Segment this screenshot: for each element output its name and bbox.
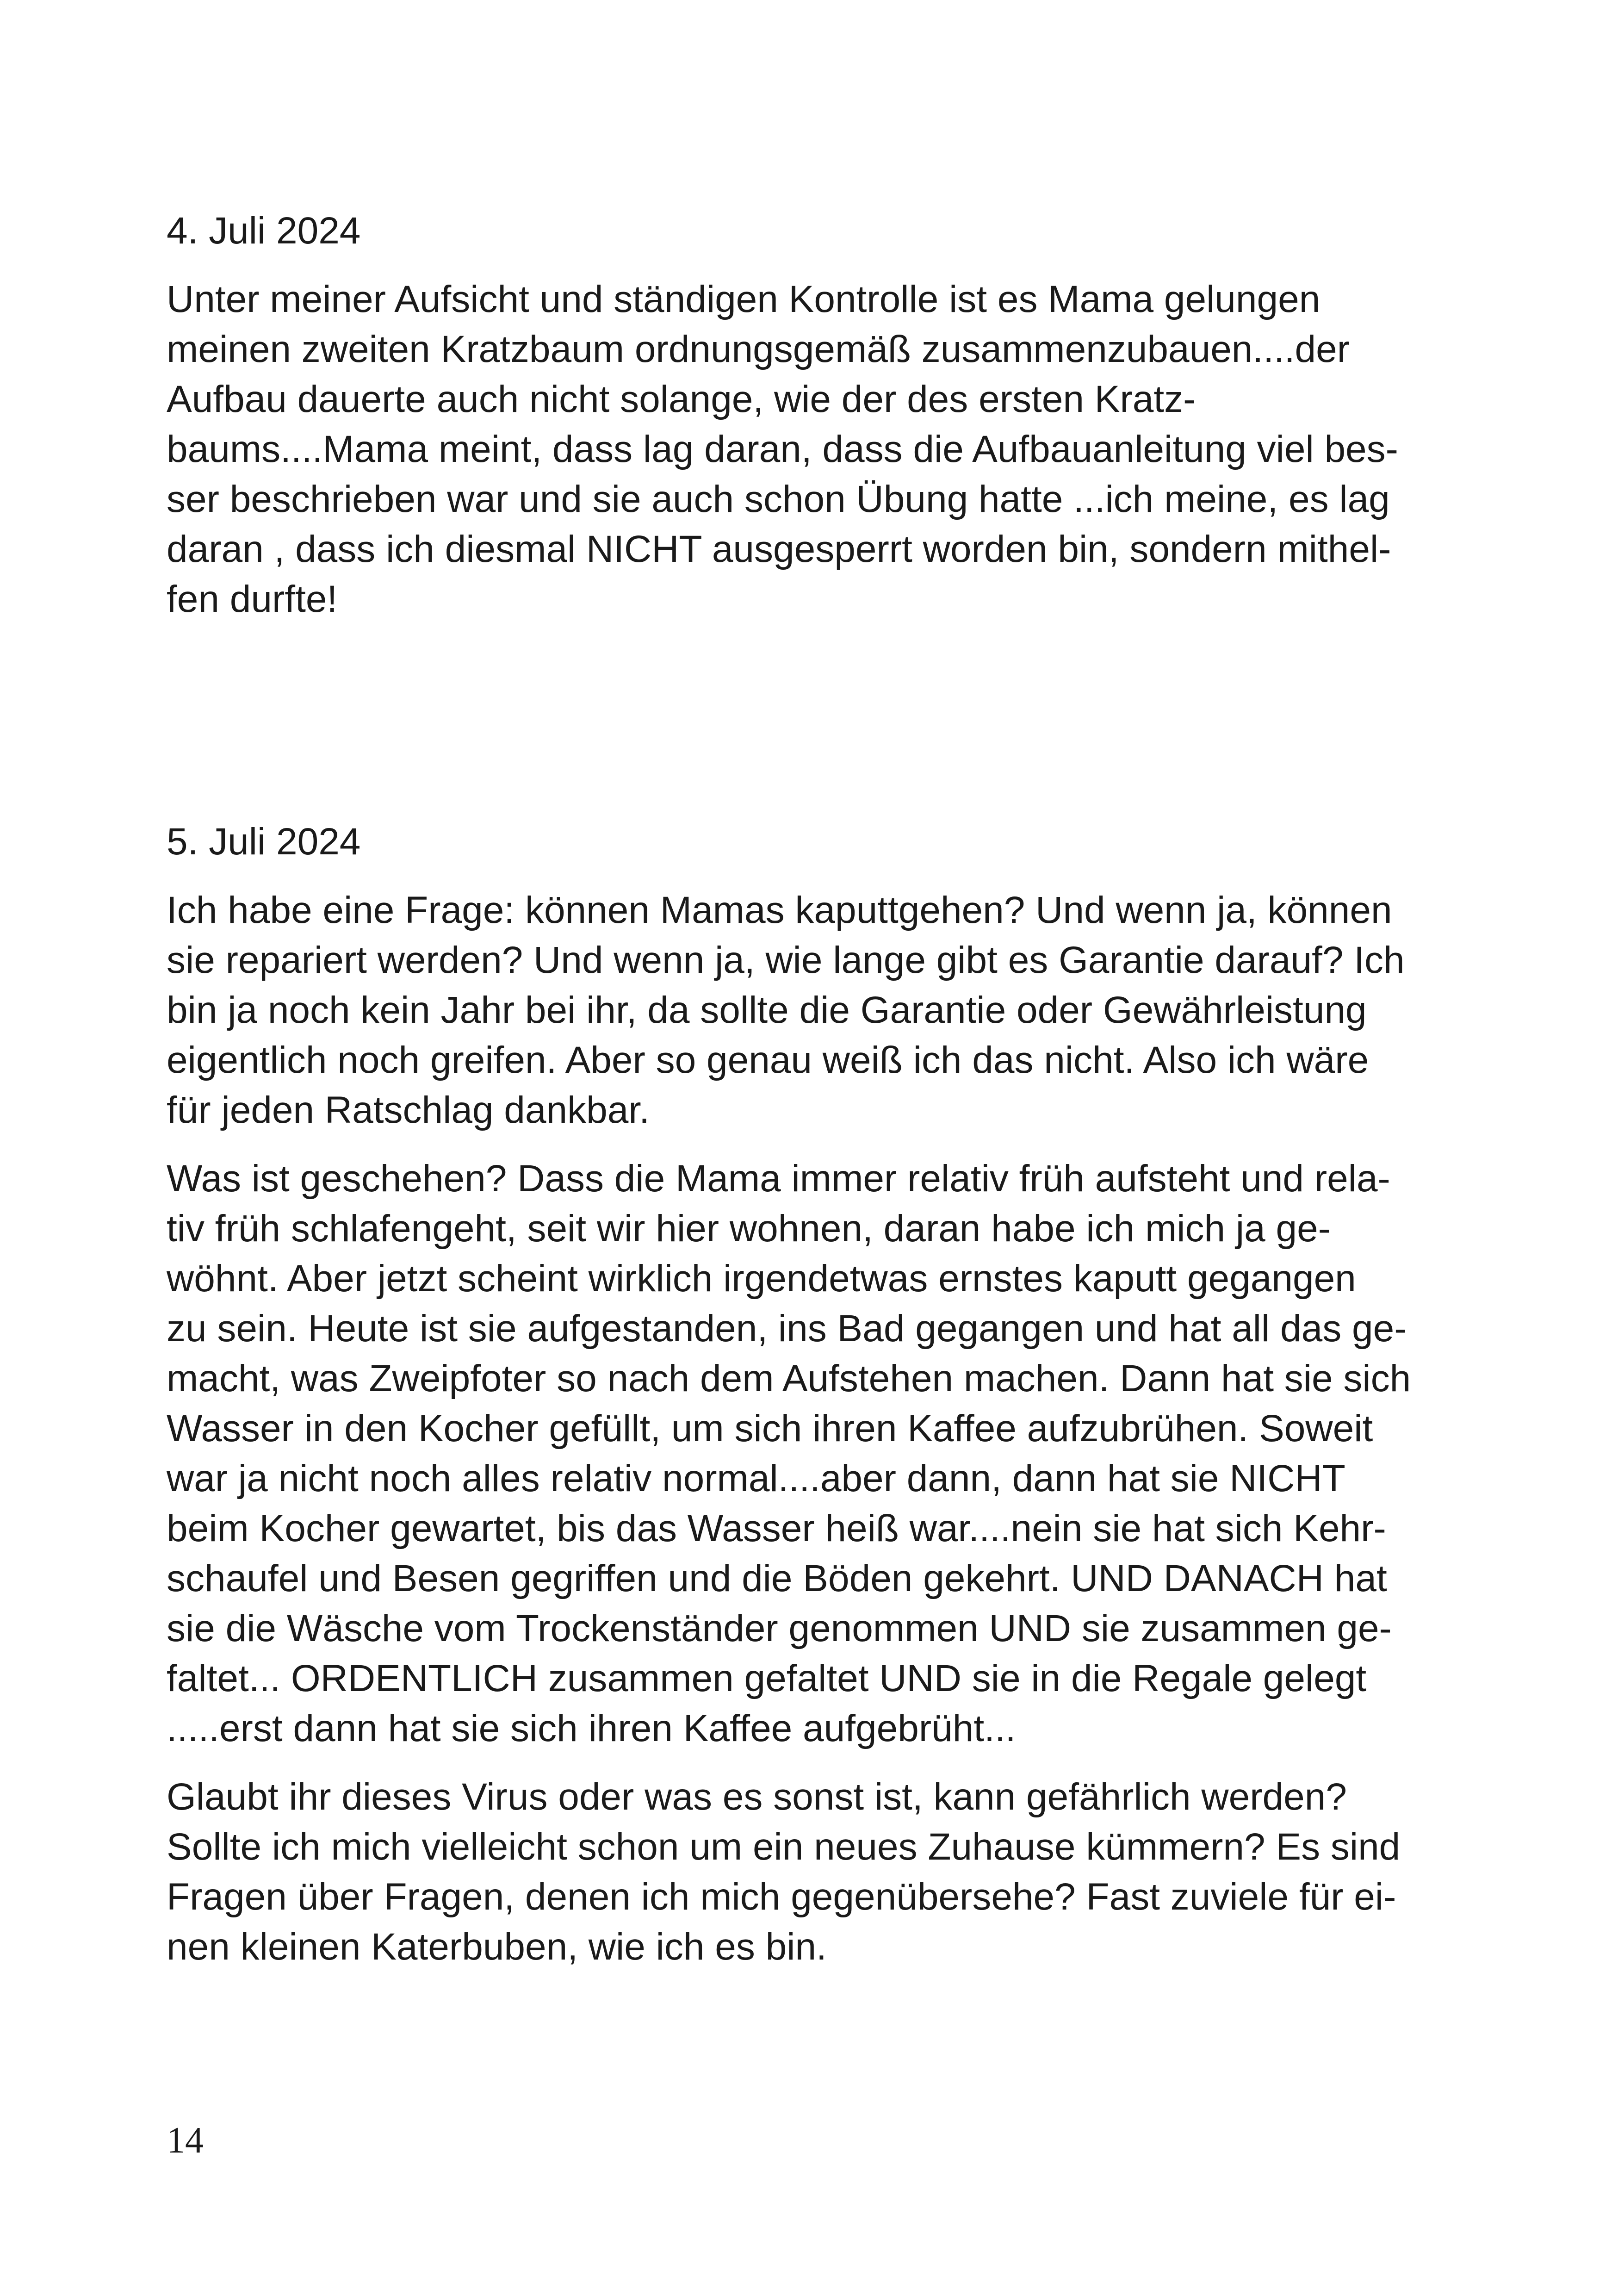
text-line: tiv früh schlafengeht, seit wir hier wohnen, daran habe ich mich ja ge- xyxy=(167,1207,1331,1250)
text-line: bin ja noch kein Jahr bei ihr, da sollte die Garantie oder Gewährleistung xyxy=(167,989,1367,1031)
entry-paragraph xyxy=(167,1772,1462,1972)
page-number: 14 xyxy=(167,2120,204,2161)
entry-paragraph xyxy=(167,274,1462,624)
entry-paragraph xyxy=(167,885,1462,1135)
diary-entry-july-4 xyxy=(167,206,1462,643)
text-line: für jeden Ratschlag dankbar. xyxy=(167,1089,650,1131)
text-line: Ich habe eine Frage: können Mamas kaputtgehen? Und wenn ja, können xyxy=(167,889,1392,931)
text-line: fen durfte! xyxy=(167,578,338,620)
text-line: eigentlich noch greifen. Aber so genau weiß ich das nicht. Also ich wäre xyxy=(167,1039,1369,1081)
diary-entry-july-5 xyxy=(167,817,1462,1991)
entry-paragraph xyxy=(167,1154,1462,1754)
text-line: meinen zweiten Kratzbaum ordnungsgemäß zusammenzubauen....der xyxy=(167,328,1350,370)
text-line: macht, was Zweipfoter so nach dem Aufstehen machen. Dann hat sie sich xyxy=(167,1357,1411,1400)
text-line: baums....Mama meint, dass lag daran, dass die Aufbauanleitung viel bes- xyxy=(167,428,1398,470)
text-line: faltet... ORDENTLICH zusammen gefaltet UND sie in die Regale gelegt xyxy=(167,1657,1367,1699)
text-line: sie repariert werden? Und wenn ja, wie lange gibt es Garantie darauf? Ich xyxy=(167,939,1405,981)
text-line: nen kleinen Katerbuben, wie ich es bin. xyxy=(167,1926,827,1968)
text-line: schaufel und Besen gegriffen und die Böden gekehrt. UND DANACH hat xyxy=(167,1557,1387,1599)
text-line: Aufbau dauerte auch nicht solange, wie der des ersten Kratz- xyxy=(167,378,1196,420)
text-line: Sollte ich mich vielleicht schon um ein neues Zuhause kümmern? Es sind xyxy=(167,1826,1401,1868)
text-line: daran , dass ich diesmal NICHT ausgesperrt worden bin, sondern mithel- xyxy=(167,528,1391,570)
text-line: Unter meiner Aufsicht und ständigen Kontrolle ist es Mama gelungen xyxy=(167,278,1320,320)
text-line: Wasser in den Kocher gefüllt, um sich ihren Kaffee aufzubrühen. Soweit xyxy=(167,1407,1373,1450)
text-line: Was ist geschehen? Dass die Mama immer relativ früh aufsteht und rela- xyxy=(167,1157,1390,1200)
text-line: .....erst dann hat sie sich ihren Kaffee aufgebrüht... xyxy=(167,1707,1016,1749)
text-line: beim Kocher gewartet, bis das Wasser heiß war....nein sie hat sich Kehr- xyxy=(167,1507,1386,1549)
text-line: sie die Wäsche vom Trockenständer genommen UND sie zusammen ge- xyxy=(167,1607,1392,1649)
text-line: war ja nicht noch alles relativ normal....aber dann, dann hat sie NICHT xyxy=(167,1457,1345,1500)
entry-date: 5. Juli 2024 xyxy=(167,821,361,863)
entry-date: 4. Juli 2024 xyxy=(167,210,361,252)
text-line: Fragen über Fragen, denen ich mich gegenübersehe? Fast zuviele für ei- xyxy=(167,1876,1396,1918)
text-line: wöhnt. Aber jetzt scheint wirklich irgendetwas ernstes kaputt gegangen xyxy=(167,1257,1356,1300)
text-line: ser beschrieben war und sie auch schon Übung hatte ...ich meine, es lag xyxy=(167,478,1390,520)
text-line: zu sein. Heute ist sie aufgestanden, ins Bad gegangen und hat all das ge- xyxy=(167,1307,1407,1350)
text-line: Glaubt ihr dieses Virus oder was es sonst ist, kann gefährlich werden? xyxy=(167,1776,1347,1818)
